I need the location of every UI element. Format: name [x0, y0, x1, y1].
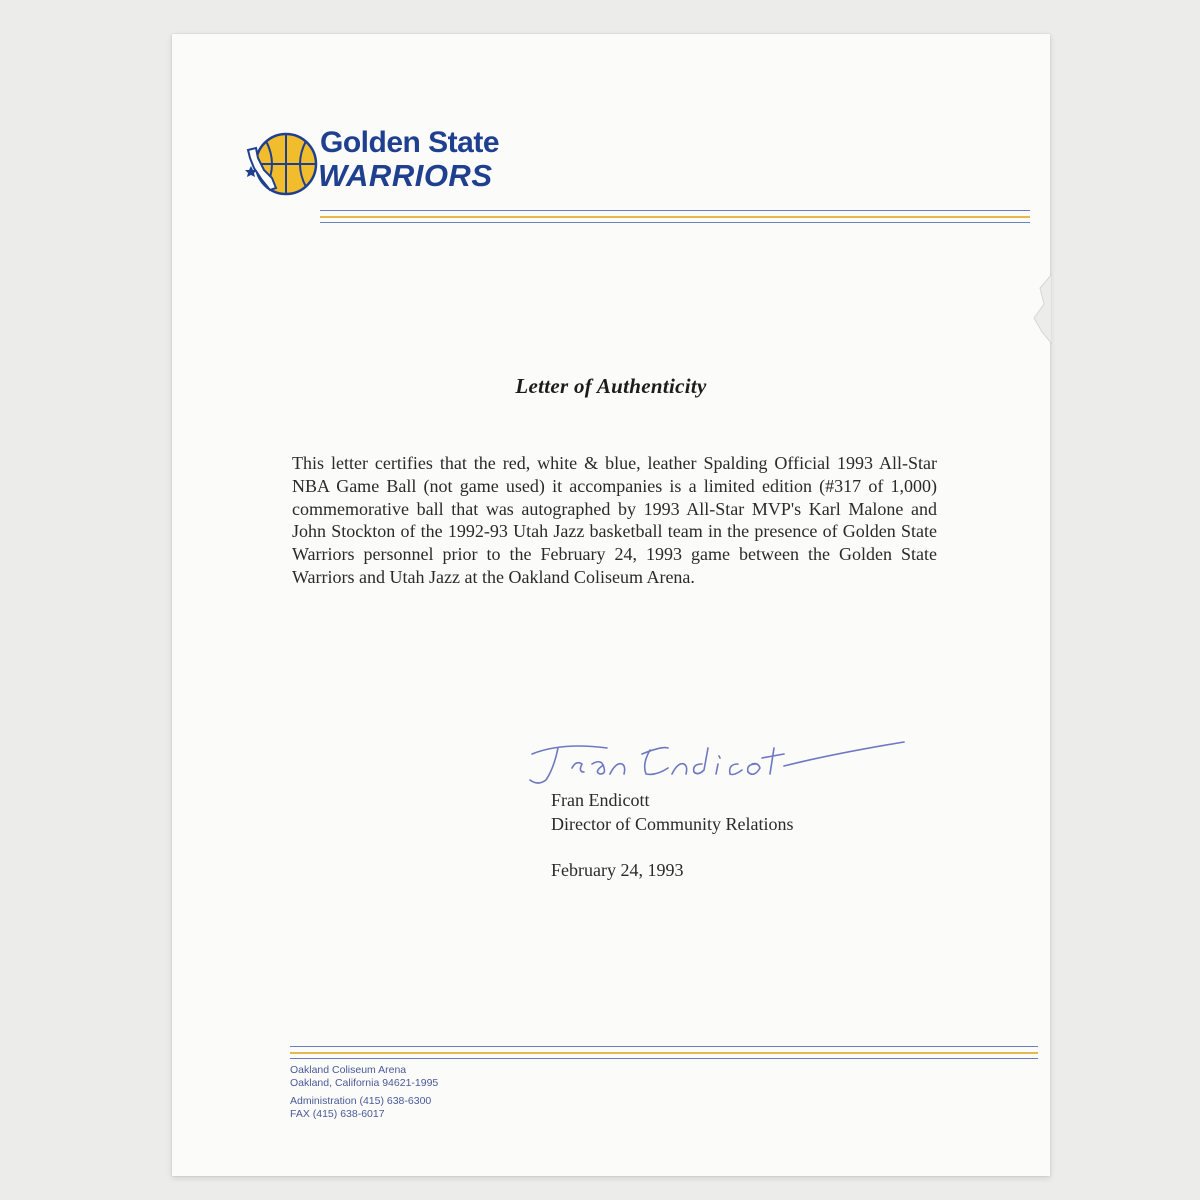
basketball-california-logo-icon: [242, 126, 322, 206]
paper-tear-icon: [1022, 274, 1052, 344]
footer-rule-blue: [290, 1046, 1038, 1047]
footer-address: [290, 1064, 438, 1121]
handwritten-signature: [512, 734, 912, 794]
footer-fax: FAX (415) 638-6017: [290, 1108, 385, 1120]
header-rule-blue: [320, 210, 1030, 211]
brand-name-line2: WARRIORS: [318, 158, 493, 193]
letter-body: This letter certifies that the red, white & blue, leather Spalding Official 1993 All-Star NBA Game Ball (not game used) it accompanies is a limited edition (#317 of 1,000) commemorative ball that was autographed by 1993 All-Star MVP's Karl Malone and John Stockton of the 1992-93 Utah Jazz basketball team in the presence of Golden State Warriors personnel prior to the February 24, 1993 game between the Golden State Warriors and Utah Jazz at the Oakland Coliseum Arena.: [292, 453, 937, 587]
header-rule-gold: [320, 216, 1030, 218]
footer-rule-blue-2: [290, 1058, 1038, 1059]
footer-venue: Oakland Coliseum Arena: [290, 1064, 407, 1076]
brand-name-line1: Golden State: [320, 126, 500, 159]
signer-name: Fran Endicott: [551, 790, 650, 810]
signer-title: Director of Community Relations: [551, 814, 794, 834]
header-rule-blue-2: [320, 222, 1030, 223]
footer-city: Oakland, California 94621-1995: [290, 1077, 439, 1089]
footer-phone: Administration (415) 638-6300: [290, 1095, 432, 1107]
letter-page: [172, 34, 1050, 1176]
letter-date: February 24, 1993: [551, 860, 684, 880]
document-title: Letter of Authenticity: [515, 374, 707, 398]
footer-rule-gold: [290, 1052, 1038, 1054]
